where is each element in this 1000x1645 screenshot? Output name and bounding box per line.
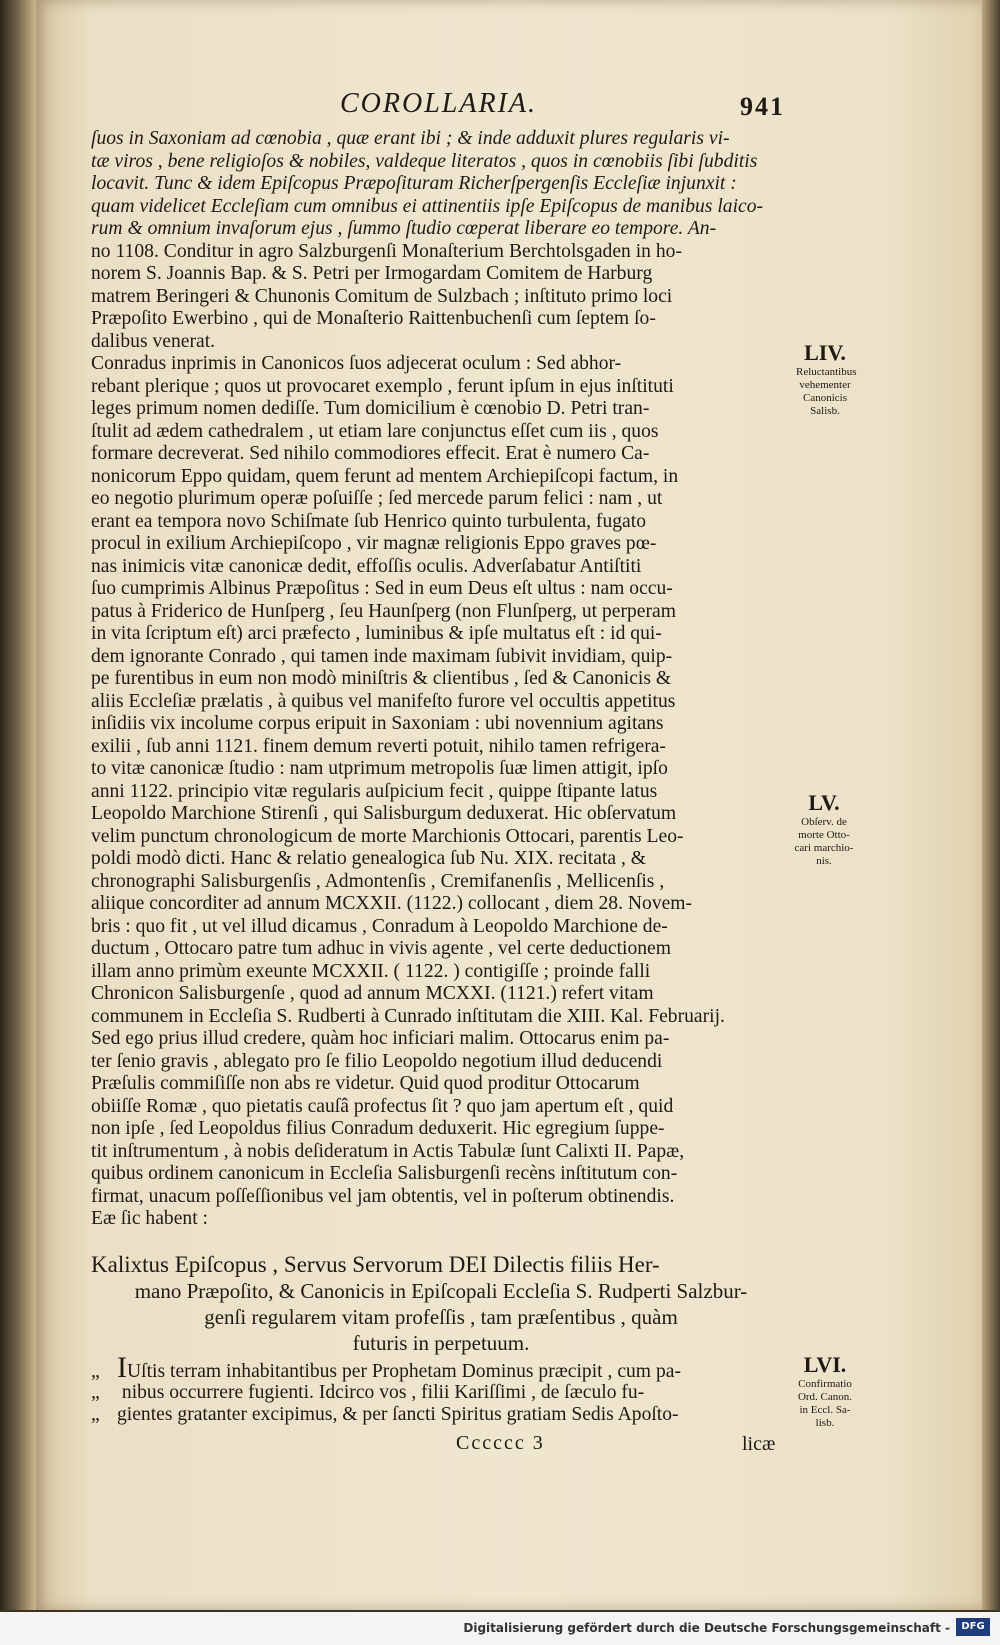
quote-mark: „	[91, 1381, 100, 1403]
text-line: quam videlicet Eccleſiam cum omnibus ei attinentiis ipſe Epiſcopus de manibus laico-	[91, 195, 764, 217]
quoted-letter	[91, 1351, 791, 1426]
letter-heading-line: Kalixtus Epiſcopus , Servus Servorum DEI Dilectis filiis Her-	[91, 1252, 660, 1277]
text-line: quibus ordinem canonicum in Eccleſia Salisburgenſi recèns inſtitutum con-	[91, 1163, 678, 1184]
margin-note-line: morte Otto-	[798, 829, 850, 841]
margin-note-lvi	[796, 1352, 854, 1430]
margin-note-line: lisb.	[815, 1417, 835, 1429]
text-line: to vitæ canonicæ ſtudio : nam utprimum metropolis ſuæ limen attigit, ipſo	[91, 758, 668, 779]
main-text	[91, 128, 791, 1231]
margin-note-line: Salisb.	[810, 405, 840, 417]
running-title: COROLLARIA.	[340, 88, 537, 119]
text-line: ductum , Ottocaro patre tum adhuc in vivis agente , vel certe deductionem	[91, 938, 671, 959]
margin-note-line: Confirmatio	[798, 1378, 852, 1390]
text-line: inſidiis vix incolume corpus eripuit in Saxoniam : ubi novennium agitans	[91, 713, 664, 734]
text-line: eo negotio plurimum operæ poſuiſſe ; ſed mercede parum felici : nam , ut	[91, 488, 663, 509]
quote-text: Uſtis terram inhabitantibus per Prophetam Dominus præcipit , cum pa-	[127, 1361, 681, 1382]
dfg-logo: DFG	[956, 1618, 990, 1636]
text-line: non ipſe , ſed Leopoldus filius Conradum deduxerit. Hic egregium ſuppe-	[91, 1118, 665, 1139]
catchword: licæ	[742, 1433, 776, 1455]
drop-initial: I	[117, 1351, 127, 1384]
text-line: pe furentibus in eum non modò miniſtris & clientibus , ſed & Canonicis &	[91, 668, 672, 689]
text-line: formare decreverat. Sed nihilo commodiores effecit. Erat è numero Ca-	[91, 443, 650, 464]
text-line: ſuos in Saxoniam ad cœnobia , quæ erant ibi ; & inde adduxit plures regularis vi-	[91, 128, 730, 149]
text-line: aliique concorditer ad annum MCXXII. (1122.) collocant , diem 28. Novem-	[91, 893, 693, 914]
quote-mark: „	[91, 1404, 100, 1425]
page-edge	[982, 0, 1000, 1610]
margin-note-line: Reluctantibus	[796, 366, 857, 378]
text-line: ter ſenio gravis , ablegato pro ſe filio Leopoldo negotium illud deducendi	[91, 1050, 663, 1072]
letter-heading-line: genſi regularem vitam profeſſis , tam præſentibus , quàm	[204, 1305, 678, 1329]
running-header	[340, 88, 940, 128]
text-line: aliis Eccleſiæ prælatis , à quibus vel manifeſto furore vel occultis appetitus	[91, 690, 676, 712]
text-line: illam anno primùm exeunte MCXXII. ( 1122. ) contigiſſe ; proinde falli	[91, 960, 651, 982]
quote-line	[91, 1381, 791, 1404]
text-line: communem in Eccleſia S. Rudberti à Cunrado inſtitutam die XIII. Kal. Februarij.	[91, 1005, 725, 1027]
quote-line	[91, 1403, 791, 1426]
quote-mark: „	[91, 1361, 100, 1382]
text-line: ſuo cumprimis Albinus Præpoſitus : Sed in eum Deus eſt ultus : nam occu-	[91, 578, 673, 599]
signature-mark: Cccccc 3	[456, 1432, 545, 1454]
text-line: erant ea tempora novo Schiſmate ſub Henrico quinto turbulenta, fugato	[91, 510, 646, 532]
text-line: Conradus inprimis in Canonicos ſuos adjecerat oculum : Sed abhor-	[91, 353, 622, 374]
text-line: Chronicon Salisburgenſe , quod ad annum MCXXI. (1121.) refert vitam	[91, 983, 654, 1004]
text-line: ſtulit ad ædem cathedralem , ut etiam lare conjunctus eſſet cum iis , quos	[91, 420, 659, 442]
margin-section-number: LVI.	[803, 1352, 847, 1377]
quote-line	[91, 1351, 791, 1384]
text-line: in vita ſcriptum eſt) arci præfecto , luminibus & ipſe multatus eſt : id qui-	[91, 623, 662, 644]
text-line: chronographi Salisburgenſis , Admontenſis , Cremifanenſis , Mellicenſis ,	[91, 870, 665, 892]
text-line: anni 1122. principio vitæ regularis auſpicium fecit , quippe ſtipante latus	[91, 780, 658, 802]
text-line: poldi modò dicti. Hanc & relatio genealogica ſub Nu. XIX. recitata , &	[91, 848, 646, 869]
margin-note-lv	[790, 790, 858, 868]
letter-heading	[91, 1252, 791, 1356]
text-line: Præpoſito Ewerbino , qui de Monaſterio Raittenbuchenſi cum ſeptem ſo-	[91, 308, 656, 329]
margin-note-line: cari marchio-	[794, 842, 854, 854]
margin-note-line: vehementer	[799, 379, 851, 391]
text-line: norem S. Joannis Bap. & S. Petri per Irmogardam Comitem de Harburg	[91, 263, 653, 284]
margin-section-number: LIV.	[804, 340, 846, 365]
page-number: 941	[740, 92, 785, 121]
book-spine	[0, 0, 40, 1610]
letter-heading-line: mano Præpoſito, & Canonicis in Epiſcopali Eccleſia S. Rudperti Salzbur-	[134, 1279, 748, 1303]
margin-note-line: Ord. Canon.	[797, 1391, 853, 1403]
text-line: firmat, unacum poſſeſſionibus vel jam obtentis, vel in poſterum obtinendis.	[91, 1185, 675, 1207]
letter-heading-line: futuris in perpetuum.	[352, 1331, 530, 1355]
margin-note-line: in Eccl. Sa-	[799, 1404, 851, 1416]
text-line: tæ viros , bene religioſos & nobiles, valdeque literatos , quos in cœnobiis ſibi ſubditis	[91, 150, 758, 172]
margin-note-line: Obſerv. de	[801, 816, 847, 828]
margin-section-number: LV.	[808, 790, 840, 815]
text-line: Præſulis commiſiſſe non abs re videtur. Quid quod proditur Ottocarum	[91, 1073, 640, 1094]
text-line: velim punctum chronologicum de morte Marchionis Ottocari, parentis Leo-	[91, 825, 684, 847]
text-line: dalibus venerat.	[91, 330, 216, 352]
text-line: rum & omnium invaſorum ejus , ſummo ſtudio cœperat liberare eo tempore. An-	[91, 218, 717, 239]
margin-note-line: Canonicis	[803, 392, 847, 404]
funding-notice: Digitalisierung gefördert durch die Deutsche Forschungsgemeinschaft -	[463, 1621, 950, 1635]
text-line: leges primum nomen dediſſe. Tum domicilium è cœnobio D. Petri tran-	[91, 398, 650, 419]
text-line: tit inſtrumentum , à nobis deſideratum in Actis Tabulæ ſunt Calixti II. Papæ,	[91, 1140, 685, 1162]
text-line: procul in exilium Archiepiſcopo , vir magnæ religionis Eppo graves pœ-	[91, 533, 657, 554]
quote-text: nibus occurrere fugienti. Idcirco vos , filii Kariſſimi , de ſæculo fu-	[117, 1381, 645, 1403]
text-line: matrem Beringeri & Chunonis Comitum de Sulzbach ; inſtituto primo loci	[91, 285, 673, 307]
quote-text: gientes gratanter excipimus, & per ſancti Spiritus gratiam Sedis Apoſto-	[117, 1404, 679, 1425]
text-line: Eæ ſic habent :	[91, 1208, 208, 1229]
text-line: rebant plerique ; quos ut provocaret exemplo , ferunt ipſum in ejus inſtituti	[91, 375, 674, 397]
text-line: no 1108. Conditur in agro Salzburgenſi Monaſterium Berchtolsgaden in ho-	[91, 240, 682, 262]
text-line: locavit. Tunc & idem Epiſcopus Præpoſituram Richerſpergenſis Eccleſiæ injunxit :	[91, 173, 737, 194]
text-line: Sed ego prius illud credere, quàm hoc inficiari malim. Ottocarus enim pa-	[91, 1028, 670, 1049]
digitization-footer	[0, 1612, 1000, 1645]
margin-note-liv	[796, 340, 857, 418]
text-line: nas inimicis vitæ canonicæ dedit, effoſſis oculis. Adverſabatur Antiſtiti	[91, 555, 642, 577]
text-line: exilii , ſub anni 1121. finem demum reverti potuit, nihilo tamen refrigera-	[91, 735, 666, 757]
text-line: obiiſſe Romæ , quo pietatis cauſâ profectus ſit ? quo jam apertum eſt , quid	[91, 1095, 674, 1117]
text-line: Leopoldo Marchione Stirenſi , qui Salisburgum deduxerat. Hic obſervatum	[91, 803, 677, 824]
text-line: bris : quo fit , ut vel illud dicamus , Conradum à Leopoldo Marchione de-	[91, 915, 668, 937]
margin-note-line: nis.	[816, 855, 832, 867]
text-line: dem ignorante Conrado , qui tamen inde maximam ſubivit invidiam, quip-	[91, 645, 673, 667]
text-line: patus à Friderico de Hunſperg , ſeu Haunſperg (non Flunſperg, ut perperam	[91, 600, 676, 622]
text-line: nonicorum Eppo quidam, quem ferunt ad mentem Archiepiſcopi factum, in	[91, 465, 679, 487]
